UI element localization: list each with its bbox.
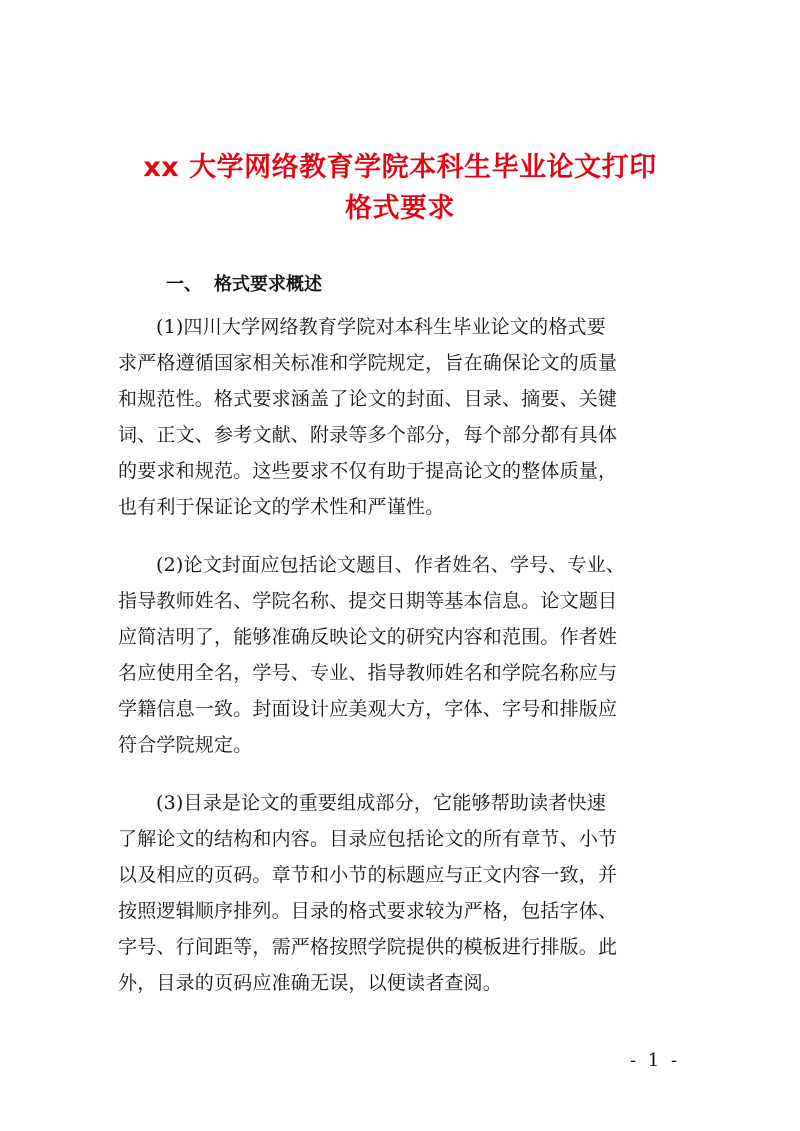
paragraph-line: 应简洁明了，能够准确反映论文的研究内容和范围。作者姓 xyxy=(118,626,618,648)
section-label: 格式要求概述 xyxy=(214,274,322,295)
paragraph-line: 的要求和规范。这些要求不仅有助于提高论文的整体质量， xyxy=(118,460,618,482)
document-title-line-1: xx 大学网络教育学院本科生毕业论文打印 xyxy=(143,152,657,183)
paragraph-line: 字号、行间距等，需严格按照学院提供的模板进行排版。此 xyxy=(118,936,618,958)
paragraph-line: 指导教师姓名、学院名称、提交日期等基本信息。论文题目 xyxy=(118,590,618,612)
paragraph-line: 求严格遵循国家相关标准和学院规定，旨在确保论文的质量 xyxy=(118,352,618,374)
paragraph-line: (1)四川大学网络教育学院对本科生毕业论文的格式要 xyxy=(156,316,606,338)
section-heading xyxy=(166,270,322,300)
section-number: 一、 xyxy=(166,274,202,295)
page-number: - 1 - xyxy=(629,1050,681,1071)
document-title-line-2: 格式要求 xyxy=(345,193,455,224)
paragraph-line: 学籍信息一致。封面设计应美观大方，字体、字号和排版应 xyxy=(118,698,618,720)
paragraph-line: 符合学院规定。 xyxy=(118,734,253,756)
paragraph-line: 以及相应的页码。章节和小节的标题应与正文内容一致，并 xyxy=(118,864,618,886)
paragraph-line: 了解论文的结构和内容。目录应包括论文的所有章节、小节 xyxy=(118,828,618,850)
paragraph-line: (2)论文封面应包括论文题目、作者姓名、学号、专业、 xyxy=(156,554,626,576)
paragraph-line: (3)目录是论文的重要组成部分，它能够帮助读者快速 xyxy=(156,792,606,814)
paragraph-line: 和规范性。格式要求涵盖了论文的封面、目录、摘要、关键 xyxy=(118,388,618,410)
paragraph-line: 外，目录的页码应准确无误，以便读者查阅。 xyxy=(118,972,503,994)
paragraph-line: 按照逻辑顺序排列。目录的格式要求较为严格，包括字体、 xyxy=(118,900,618,922)
paragraph-line: 词、正文、参考文献、附录等多个部分，每个部分都有具体 xyxy=(118,424,618,446)
paragraph-line: 也有利于保证论文的学术性和严谨性。 xyxy=(118,496,445,518)
paragraph-line: 名应使用全名，学号、专业、指导教师姓名和学院名称应与 xyxy=(118,662,618,684)
